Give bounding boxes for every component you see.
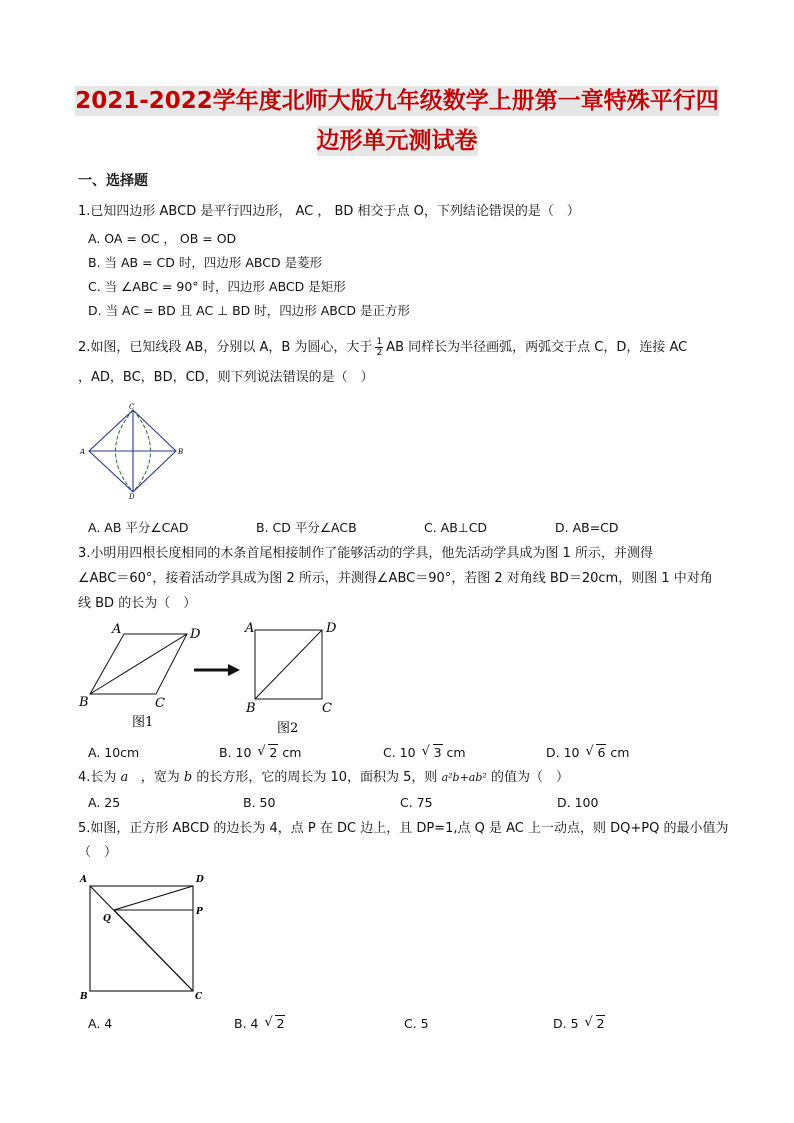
q3-stem-line-1: 3.小明用四根长度相同的木条首尾相接制作了能够活动的学具，他先活动学具成为图 1 所示，并测得	[78, 546, 653, 561]
q3-fig1-caption: 图1	[132, 715, 154, 730]
q3-option-c: C. 10 √ 3 cm	[383, 744, 466, 762]
q1-option-a: A. OA = OC ， OB = OD	[88, 231, 237, 246]
q3-fig2-label-d: D	[326, 621, 337, 636]
q4-option-c: C. 75	[400, 795, 433, 810]
q5-option-d: D. 5 √ 2	[553, 1015, 605, 1033]
q5-segment-dq	[114, 886, 193, 910]
q3-fig2-caption: 图2	[277, 721, 299, 736]
q2-option-b: B. CD 平分∠ACB	[256, 520, 357, 535]
q1-stem: 1.已知四边形 ABCD 是平行四边形， AC ， BD 相交于点 O，下列结论错误的是（ ）	[78, 204, 580, 219]
q3-option-b: B. 10 √ 2 cm	[219, 744, 301, 762]
q5-segment-qc	[114, 910, 193, 991]
q3-fig2-label-b: B	[246, 701, 256, 716]
sqrt-symbol: √ 2	[257, 744, 278, 762]
sqrt-symbol: √ 6	[585, 744, 606, 762]
q2-label-a: A	[80, 448, 86, 456]
q3-fig1-label-d: D	[190, 627, 201, 642]
q3-figures	[70, 618, 370, 740]
fraction-half: $\frac{1}{2}$	[376, 337, 383, 358]
q3-option-a: A. 10cm	[88, 745, 140, 760]
q1-option-c: C. 当 ∠ABC = 90° 时，四边形 ABCD 是矩形	[88, 279, 346, 294]
q3-fig1-label-b: B	[79, 695, 89, 710]
q3-fig2-label-c: C	[322, 701, 332, 716]
q3-fig2-diagonal-bd	[255, 630, 322, 699]
sqrt-symbol: √ 2	[264, 1015, 285, 1033]
q5-stem-line-2: （ ）	[78, 845, 118, 860]
q4-option-b: B. 50	[243, 795, 276, 810]
q5-label-q: Q	[103, 914, 111, 924]
q3-fig1-label-c: C	[155, 696, 165, 711]
q2-stem-line-2: ，AD，BC，BD，CD，则下列说法错误的是（ ）	[78, 370, 374, 385]
q2-option-d: D. AB=CD	[555, 520, 619, 535]
q5-label-a: A	[80, 875, 87, 885]
q5-label-d: D	[196, 875, 204, 885]
q2-figure-rhombus	[76, 400, 196, 500]
q5-label-c: C	[195, 992, 203, 1002]
q2-option-a: A. AB 平分∠CAD	[88, 520, 189, 535]
q2-label-d: D	[129, 493, 135, 500]
q3-option-d: D. 10 √ 6 cm	[546, 744, 629, 762]
q2-label-b: B	[178, 448, 184, 456]
q5-option-b: B. 4 √ 2	[234, 1015, 285, 1033]
section-heading: 一、选择题	[78, 173, 148, 189]
q1-option-d: D. 当 AC = BD 且 AC ⊥ BD 时，四边形 ABCD 是正方形	[88, 303, 410, 318]
page-title-line-1: 2021-2022学年度北师大版九年级数学上册第一章特殊平行四	[75, 88, 719, 114]
sqrt-symbol: √ 3	[422, 744, 443, 762]
q5-option-a: A. 4	[88, 1016, 113, 1031]
q4-stem: 4.长为 a ，宽为 b 的长方形，它的周长为 10，面积为 5，则 a²b+ab² 的值为（ ）	[78, 770, 569, 785]
q2-label-c: C	[129, 403, 135, 411]
page-title-line-2: 边形单元测试卷	[316, 128, 478, 154]
q1-option-b: B. 当 AB = CD 时，四边形 ABCD 是菱形	[88, 255, 323, 270]
q3-fig1-label-a: A	[112, 622, 122, 637]
q3-fig2-label-a: A	[245, 621, 255, 636]
q5-label-p: P	[196, 907, 203, 917]
right-arrow-icon	[228, 664, 240, 676]
q4-option-a: A. 25	[88, 795, 121, 810]
q3-stem-line-3: 线 BD 的长为（ ）	[78, 596, 197, 611]
q3-stem-line-2: ∠ABC＝60°，接着活动学具成为图 2 所示，并测得∠ABC＝90°，若图 2 对角线 BD＝20cm，则图 1 中对角	[78, 571, 713, 586]
q5-stem-line-1: 5.如图，正方形 ABCD 的边长为 4，点 P 在 DC 边上，且 DP=1,点 Q 是 AC 上一动点，则 DQ+PQ 的最小值为	[78, 821, 729, 836]
q5-figure-square	[74, 868, 214, 1008]
q2-option-c: C. AB⊥CD	[424, 520, 488, 535]
q5-label-b: B	[80, 992, 88, 1002]
q2-stem-line-1: 2.如图，已知线段 AB，分别以 A，B 为圆心，大于 $\frac{1}{2}$ AB 同样长为半径画弧，两弧交于点 C，D，连接 AC	[78, 337, 688, 358]
q5-option-c: C. 5	[404, 1016, 429, 1031]
q3-fig1-diagonal-bd	[90, 634, 187, 694]
sqrt-symbol: √ 2	[585, 1015, 606, 1033]
q4-option-d: D. 100	[557, 795, 599, 810]
